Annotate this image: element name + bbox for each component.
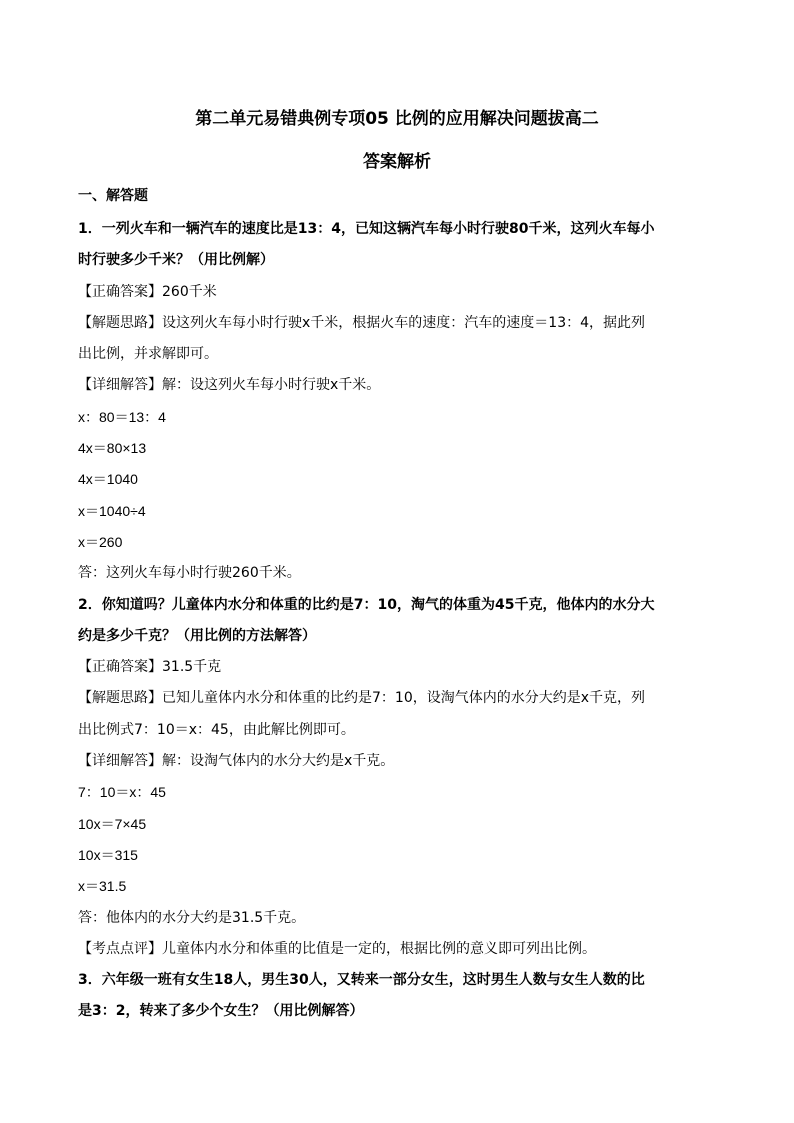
q2-equation-step: x＝31.5 bbox=[78, 878, 127, 895]
document-subtitle: 答案解析 bbox=[363, 152, 431, 172]
q1-equation-step: 4x＝80×13 bbox=[78, 440, 147, 457]
q2-equation-step: 7：10＝x：45 bbox=[78, 784, 166, 801]
question-3-line-2: 是3：2，转来了多少个女生？（用比例解答） bbox=[78, 1003, 364, 1020]
q2-solution-idea-line-2: 出比例式7：10＝x：45，由此解比例即可。 bbox=[78, 721, 355, 738]
question-1-line-2: 时行驶多少千米？（用比例解） bbox=[78, 252, 274, 269]
answer-content bbox=[78, 214, 718, 1028]
q2-final-answer: 答：他体内的水分大约是31.5千克。 bbox=[78, 909, 306, 926]
q1-equation-step: x＝1040÷4 bbox=[78, 502, 146, 519]
question-2-line-1: 2．你知道吗？儿童体内水分和体重的比约是7：10，淘气的体重为45千克，他体内的水分大 bbox=[78, 596, 655, 613]
q1-equation-step: x：80＝13：4 bbox=[78, 408, 166, 425]
question-1-line-1: 1．一列火车和一辆汽车的速度比是13：4，已知这辆汽车每小时行驶80千米，这列火车每小 bbox=[78, 221, 655, 237]
q1-final-answer: 答：这列火车每小时行驶260千米。 bbox=[78, 565, 301, 582]
q2-solution-idea-line-1: 【解题思路】已知儿童体内水分和体重的比约是7：10，设淘气体内的水分大约是x千克，列 bbox=[78, 690, 646, 707]
question-3-line-1: 3．六年级一班有女生18人，男生30人，又转来一部分女生，这时男生人数与女生人数的比 bbox=[78, 972, 645, 989]
q1-solution-idea-line-1: 【解题思路】设这列火车每小时行驶x千米，根据火车的速度：汽车的速度＝13：4，据此列 bbox=[78, 314, 646, 331]
q1-detailed-solution: 【详细解答】解：设这列火车每小时行驶x千米。 bbox=[78, 377, 381, 394]
question-2-line-2: 约是多少千克？（用比例的方法解答） bbox=[78, 627, 316, 644]
document-title: 第二单元易错典例专项05 比例的应用解决问题拔高二 bbox=[195, 109, 599, 129]
q2-equation-step: 10x＝7×45 bbox=[78, 815, 147, 832]
q2-correct-answer: 【正确答案】31.5千克 bbox=[78, 659, 222, 676]
q1-equation-step: x＝260 bbox=[78, 533, 123, 550]
q2-review-comment: 【考点点评】儿童体内水分和体重的比值是一定的，根据比例的意义即可列出比例。 bbox=[78, 940, 596, 957]
q2-equation-step: 10x＝315 bbox=[78, 846, 138, 863]
section-heading: 一、解答题 bbox=[78, 188, 148, 204]
q1-correct-answer: 【正确答案】260千米 bbox=[78, 283, 217, 300]
q2-detailed-solution: 【详细解答】解：设淘气体内的水分大约是x千克。 bbox=[78, 753, 395, 770]
q1-equation-step: 4x＝1040 bbox=[78, 471, 138, 488]
q1-solution-idea-line-2: 出比例，并求解即可。 bbox=[78, 346, 218, 363]
